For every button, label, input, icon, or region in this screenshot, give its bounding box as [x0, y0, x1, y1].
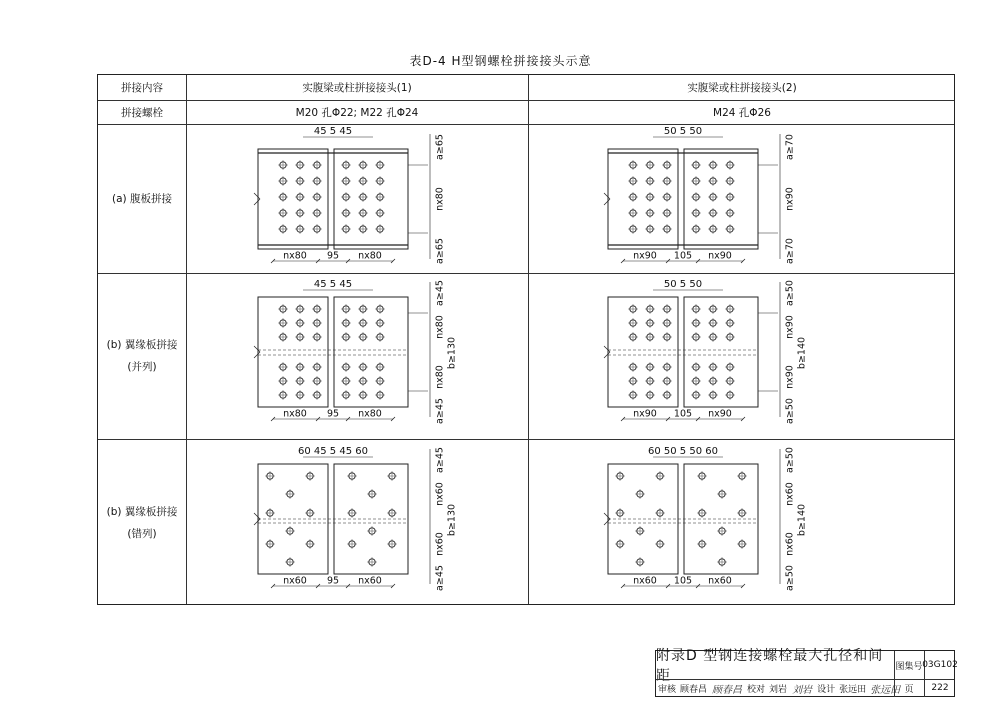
bottom-dim-left-text: nx90 [633, 250, 657, 262]
break-mark [604, 519, 610, 525]
splice-plate-left [608, 297, 678, 407]
bottom-dim-right-text: nx80 [358, 408, 382, 420]
header-col0: 拼接内容 [121, 82, 163, 94]
flange-staggered-drawing-2 [598, 446, 808, 599]
side-dim-mid2-text: nx90 [784, 365, 796, 389]
side-dim-mid2-text: nx60 [434, 532, 446, 556]
splice-table [97, 74, 955, 605]
page-label: 页 [894, 679, 925, 697]
bolts-col1-spec: M20 孔Φ22; M22 孔Φ24 [295, 106, 419, 119]
top-dimension-text: 45 5 45 [313, 126, 353, 137]
top-dimension-text: 50 5 50 [663, 126, 703, 137]
bottom-dim-left-text: nx80 [283, 250, 307, 262]
top-dimension-text: 60 50 5 50 60 [648, 446, 718, 457]
side-dim-b-text: b≥130 [446, 336, 458, 370]
designer-name: 张远田 [839, 684, 867, 695]
bolts-col2-spec: M24 孔Φ26 [713, 106, 771, 119]
bottom-dim-left-text: nx60 [633, 575, 657, 587]
top-dimension-text: 45 5 45 [313, 279, 353, 290]
title-block [655, 648, 958, 697]
side-dim-top-text: a≥50 [784, 280, 796, 306]
bottom-dim-gap-text: 95 [326, 408, 340, 420]
side-dim-bottom-text: a≥65 [434, 238, 446, 264]
row-label-line: (并列) [127, 361, 157, 373]
break-mark [604, 199, 610, 205]
signature-row [656, 679, 901, 697]
side-dim-mid-text: nx80 [434, 187, 446, 211]
bottom-dim-right-text: nx80 [358, 250, 382, 262]
side-dim-mid1-text: nx90 [784, 315, 796, 339]
flange-parallel-drawing-2 [598, 279, 808, 432]
header-col2: 实腹梁或柱拼接接头(2) [687, 82, 797, 94]
break-mark [254, 199, 260, 205]
break-mark [604, 193, 610, 199]
designer-signature: 张远田 [870, 684, 901, 696]
side-dim-top-text: a≥70 [784, 134, 796, 160]
side-dim-mid1-text: nx60 [434, 482, 446, 506]
grid-line [98, 273, 954, 274]
bottom-dim-right-text: nx90 [708, 250, 732, 262]
side-dim-b-text: b≥130 [446, 503, 458, 537]
bottom-dim-right-text: nx90 [708, 408, 732, 420]
row-label-line: (b) 翼缘板拼接 [106, 339, 178, 351]
break-mark [604, 513, 610, 519]
break-mark [604, 346, 610, 352]
side-dim-mid1-text: nx60 [784, 482, 796, 506]
bottom-dim-gap-text: 105 [673, 408, 693, 420]
side-dim-mid-text: nx90 [784, 187, 796, 211]
splice-plate-right [334, 297, 408, 407]
page-no: 222 [931, 683, 949, 693]
splice-plate-left [258, 297, 328, 407]
bottom-dim-left-text: nx80 [283, 408, 307, 420]
break-mark [254, 519, 260, 525]
splice-plate-right [684, 297, 758, 407]
top-dimension-text: 60 45 5 45 60 [298, 446, 368, 457]
side-dim-bottom-text: a≥50 [784, 398, 796, 424]
flange-parallel-drawing-1 [248, 279, 458, 432]
table-title: 表D-4 H型钢螺栓拼接接头示意 [409, 54, 592, 68]
side-dim-top-text: a≥50 [784, 447, 796, 473]
row-label-line: (b) 翼缘板拼接 [106, 505, 178, 518]
checker-signature: 刘岩 [792, 684, 813, 696]
break-mark [254, 513, 260, 519]
bottom-dim-gap-text: 105 [673, 575, 693, 587]
bolts-row-label: 拼接螺栓 [121, 106, 163, 119]
side-dim-bottom-text: a≥45 [434, 398, 446, 424]
row-label-web [98, 124, 186, 273]
grid-line [98, 439, 954, 440]
check-label: 校对 [747, 684, 766, 695]
web-splice-drawing-2 [598, 126, 798, 269]
side-dim-mid1-text: nx80 [434, 315, 446, 339]
side-dim-bottom-text: a≥45 [434, 565, 446, 591]
grid-line [186, 75, 187, 604]
atlas-no: 03G102 [922, 660, 958, 670]
bottom-dim-right-text: nx60 [358, 575, 382, 587]
atlas-no-label: 图集号 [894, 651, 925, 679]
side-dim-b-text: b≥140 [796, 336, 808, 370]
reviewer-signature: 顾春昌 [712, 684, 743, 696]
side-dim-b-text: b≥140 [796, 503, 808, 537]
row-label-flange-staggered [98, 439, 186, 606]
grid-line [98, 124, 954, 125]
break-mark [254, 193, 260, 199]
checker-name: 刘岩 [769, 684, 788, 695]
side-dim-top-text: a≥65 [434, 134, 446, 160]
bottom-dim-gap-text: 95 [326, 250, 340, 262]
side-dim-mid2-text: nx80 [434, 365, 446, 389]
top-dimension-text: 50 5 50 [663, 279, 703, 290]
side-dim-bottom-text: a≥50 [784, 565, 796, 591]
side-dim-bottom-text: a≥70 [784, 238, 796, 264]
bottom-dim-gap-text: 95 [326, 575, 340, 587]
side-dim-mid2-text: nx60 [784, 532, 796, 556]
reviewer-name: 顾春昌 [680, 684, 708, 695]
row-label-line: (错列) [127, 527, 157, 540]
break-mark [254, 346, 260, 352]
side-dim-top-text: a≥45 [434, 447, 446, 473]
row-label-line: (a) 腹板拼接 [112, 192, 172, 205]
header-col1: 实腹梁或柱拼接接头(1) [302, 82, 412, 94]
bottom-dim-left-text: nx90 [633, 408, 657, 420]
bottom-dim-right-text: nx60 [708, 575, 732, 587]
row-label-flange-parallel [98, 273, 186, 439]
bottom-dim-left-text: nx60 [283, 575, 307, 587]
design-label: 设计 [817, 684, 836, 695]
web-splice-drawing-1 [248, 126, 448, 269]
review-label: 审核 [658, 684, 677, 695]
bottom-dim-gap-text: 105 [673, 250, 693, 262]
flange-staggered-drawing-1 [248, 446, 458, 599]
drawing-title: 附录D 型钢连接螺栓最大孔径和间距 [656, 651, 895, 679]
grid-line [528, 75, 529, 604]
side-dim-top-text: a≥45 [434, 280, 446, 306]
